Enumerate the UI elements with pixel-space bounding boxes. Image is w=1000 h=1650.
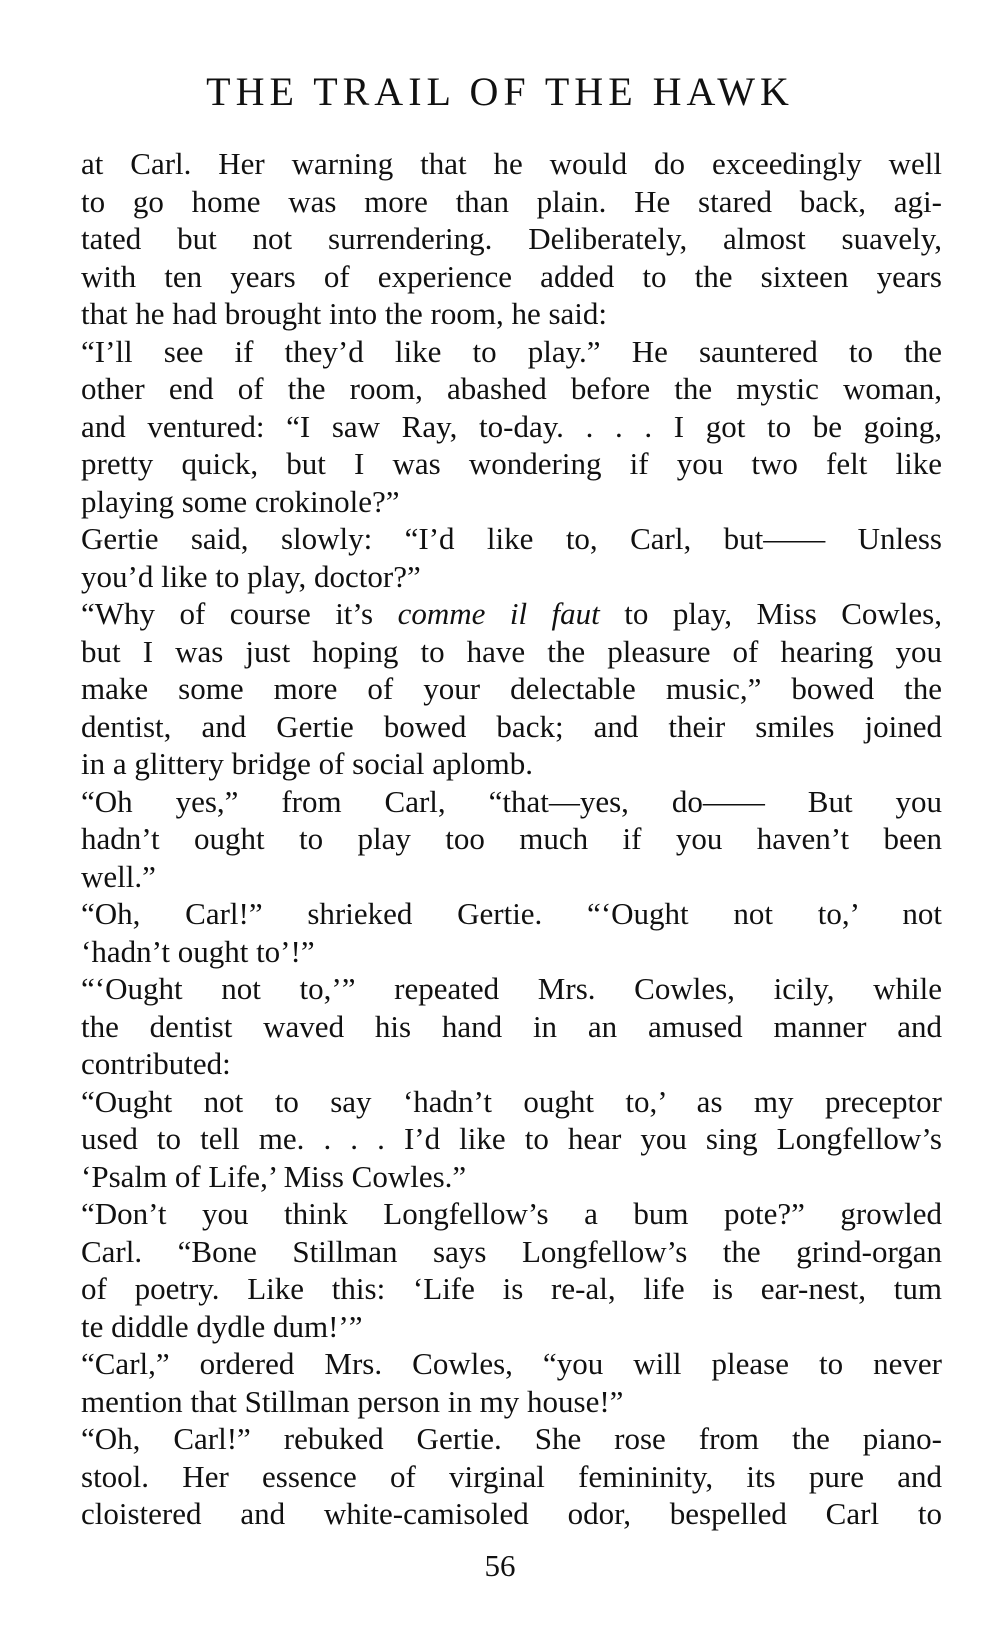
text-line: of poetry. Like this: ‘Life is re-al, life is ear-nest, tum: [81, 1271, 942, 1306]
text-line: “‘Ought not to,’” repeated Mrs. Cowles, icily, while: [81, 971, 942, 1006]
text-line: mention that Stillman person in my house!”: [81, 1383, 624, 1419]
text-line: playing some crokinole?”: [81, 483, 400, 519]
text-line: cloistered and white-camisoled odor, bespelled Carl to: [81, 1496, 942, 1531]
text-line: with ten years of experience added to the sixteen years: [81, 258, 942, 294]
text-line: make some more of your delectable music,” bowed the: [81, 671, 942, 706]
text-line: tated but not surrendering. Deliberately, almost suavely,: [81, 221, 942, 256]
text-line: to go home was more than plain. He stared back, agi-: [81, 183, 942, 219]
text-line: pretty quick, but I was wondering if you two felt like: [81, 446, 942, 481]
italic-phrase: comme il faut: [397, 596, 600, 631]
text-line: dentist, and Gertie bowed back; and their smiles joined: [81, 708, 942, 744]
text-line: contributed:: [81, 1046, 231, 1081]
text-line: used to tell me. . . . I’d like to hear you sing Longfellow’s: [81, 1121, 942, 1156]
text-line: hadn’t ought to play too much if you haven’t been: [81, 821, 942, 856]
text-line: but I was just hoping to have the pleasure of hearing you: [81, 633, 942, 669]
text-line: ‘hadn’t ought to’!”: [81, 933, 315, 969]
page-number: 56: [484, 1548, 516, 1583]
running-head: THE TRAIL OF THE HAWK: [206, 69, 794, 114]
text-line: “Carl,” ordered Mrs. Cowles, “you will please to never: [81, 1346, 942, 1381]
text-line: “Oh yes,” from Carl, “that—yes, do—— But you: [81, 783, 942, 819]
text-line: ‘Psalm of Life,’ Miss Cowles.”: [81, 1158, 467, 1194]
text-line: in a glittery bridge of social aplomb.: [81, 746, 533, 781]
text-line: well.”: [81, 858, 156, 894]
text-line: other end of the room, abashed before the mystic woman,: [81, 371, 942, 406]
text-line: “Why of course it’s comme il faut to play, Miss Cowles,: [81, 596, 942, 631]
text-line: the dentist waved his hand in an amused manner and: [81, 1008, 942, 1044]
body-text: [81, 145, 942, 1533]
text-line: “Ought not to say ‘hadn’t ought to,’ as my preceptor: [81, 1083, 942, 1119]
text-line: that he had brought into the room, he said:: [81, 296, 608, 331]
text-line: you’d like to play, doctor?”: [81, 558, 421, 594]
text-line: “Oh, Carl!” shrieked Gertie. “‘Ought not to,’ not: [81, 896, 942, 931]
text-line: stool. Her essence of virginal femininity, its pure and: [81, 1458, 942, 1494]
text-line: and ventured: “I saw Ray, to-day. . . . I got to be going,: [81, 408, 942, 444]
text-line: “Don’t you think Longfellow’s a bum pote?” growled: [81, 1196, 942, 1231]
text-line: at Carl. Her warning that he would do exceedingly well: [81, 146, 942, 181]
text-line: te diddle dydle dum!’”: [81, 1308, 363, 1344]
text-line: Gertie said, slowly: “I’d like to, Carl, but—— Unless: [81, 521, 942, 556]
text-line: “Oh, Carl!” rebuked Gertie. She rose from the piano-: [81, 1421, 942, 1456]
text-line: Carl. “Bone Stillman says Longfellow’s the grind-organ: [81, 1233, 942, 1269]
text-line: “I’ll see if they’d like to play.” He sauntered to the: [81, 333, 942, 369]
